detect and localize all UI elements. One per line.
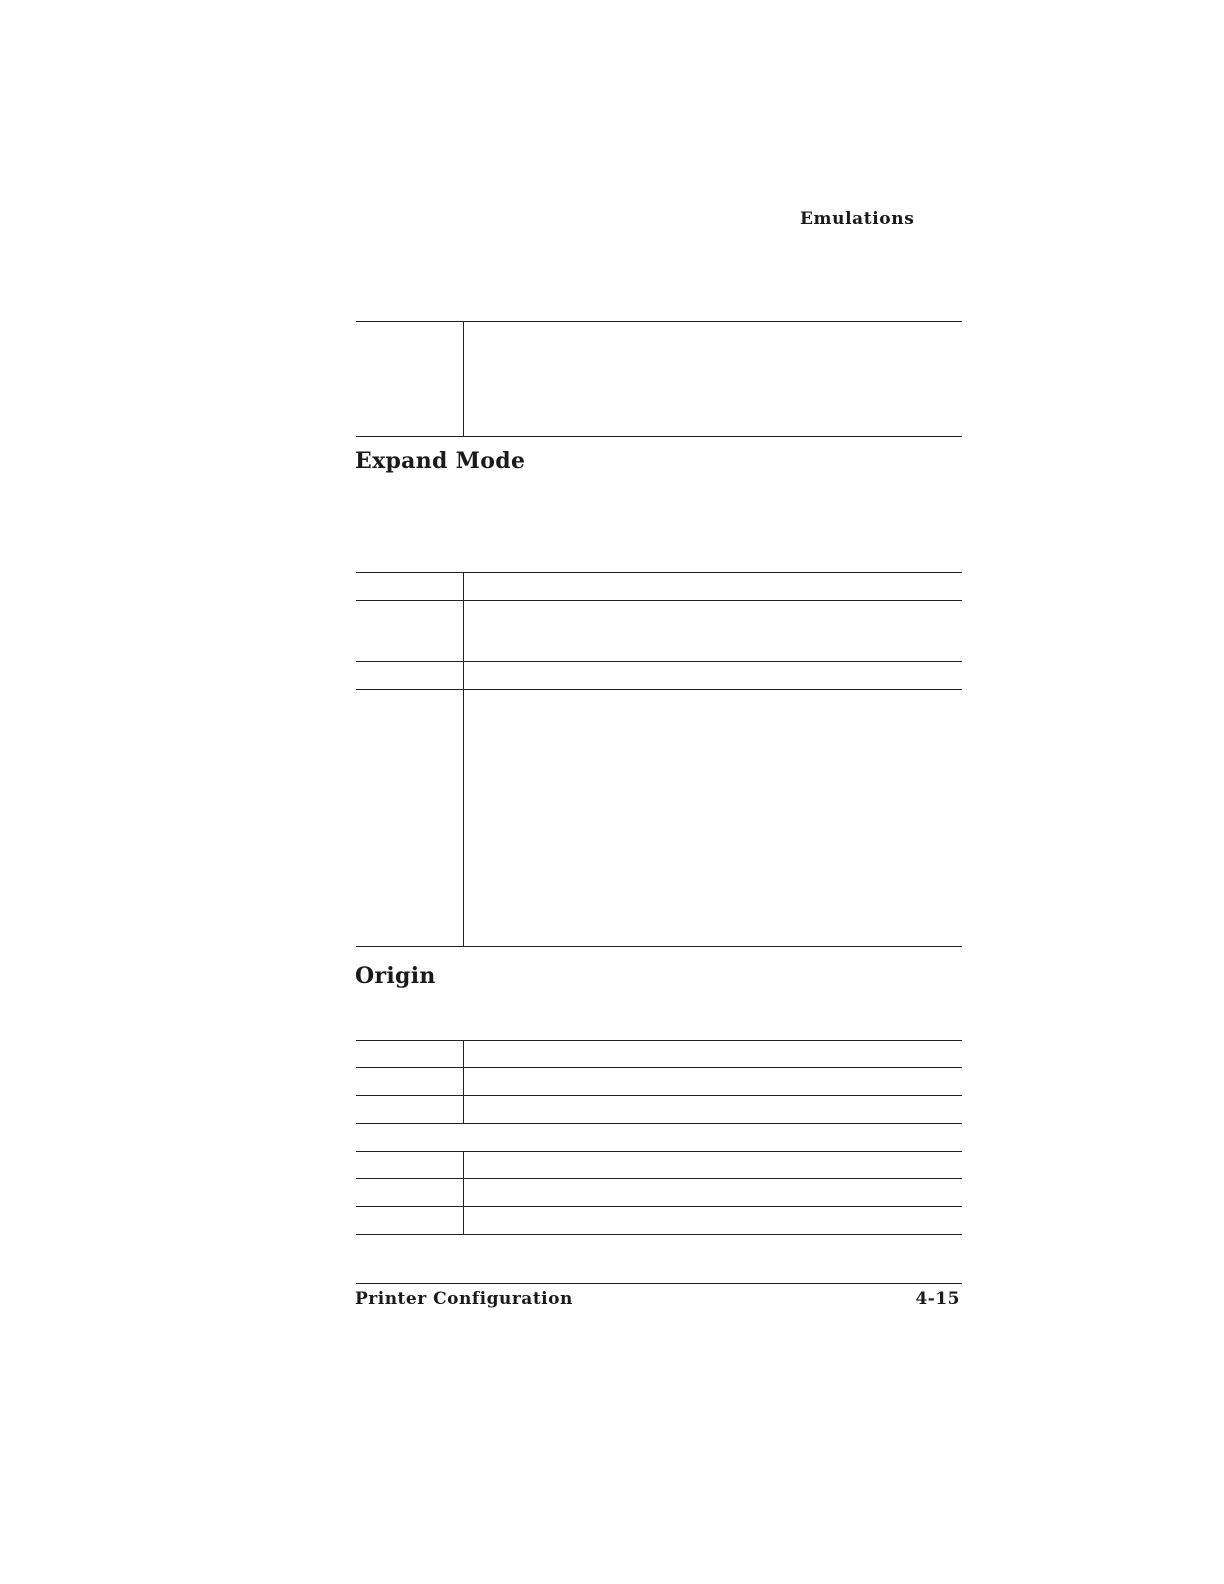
table-rule — [356, 1151, 962, 1152]
footer-chapter-title: Printer Configuration — [355, 1289, 573, 1309]
table-rule — [356, 1206, 962, 1207]
table-rule — [356, 1095, 962, 1096]
table-column-divider — [463, 1151, 464, 1234]
table-column-divider — [463, 321, 464, 436]
table-rule — [356, 1040, 962, 1041]
running-header: Emulations — [800, 209, 915, 229]
table-rule — [356, 946, 962, 947]
table-rule — [356, 689, 962, 690]
footer-page-number: 4-15 — [915, 1289, 960, 1309]
table-rule — [356, 1123, 962, 1124]
table-rule — [356, 1234, 962, 1235]
table-rule — [356, 1067, 962, 1068]
table-rule — [356, 321, 962, 322]
table-rule — [356, 661, 962, 662]
expand-mode-heading: Expand Mode — [355, 448, 526, 474]
table-rule — [356, 436, 962, 437]
table-column-divider — [463, 572, 464, 946]
table-rule — [356, 1178, 962, 1179]
footer-rule — [356, 1283, 962, 1284]
table-rule — [356, 600, 962, 601]
table-column-divider — [463, 1040, 464, 1123]
table-rule — [356, 572, 962, 573]
origin-heading: Origin — [355, 963, 436, 989]
